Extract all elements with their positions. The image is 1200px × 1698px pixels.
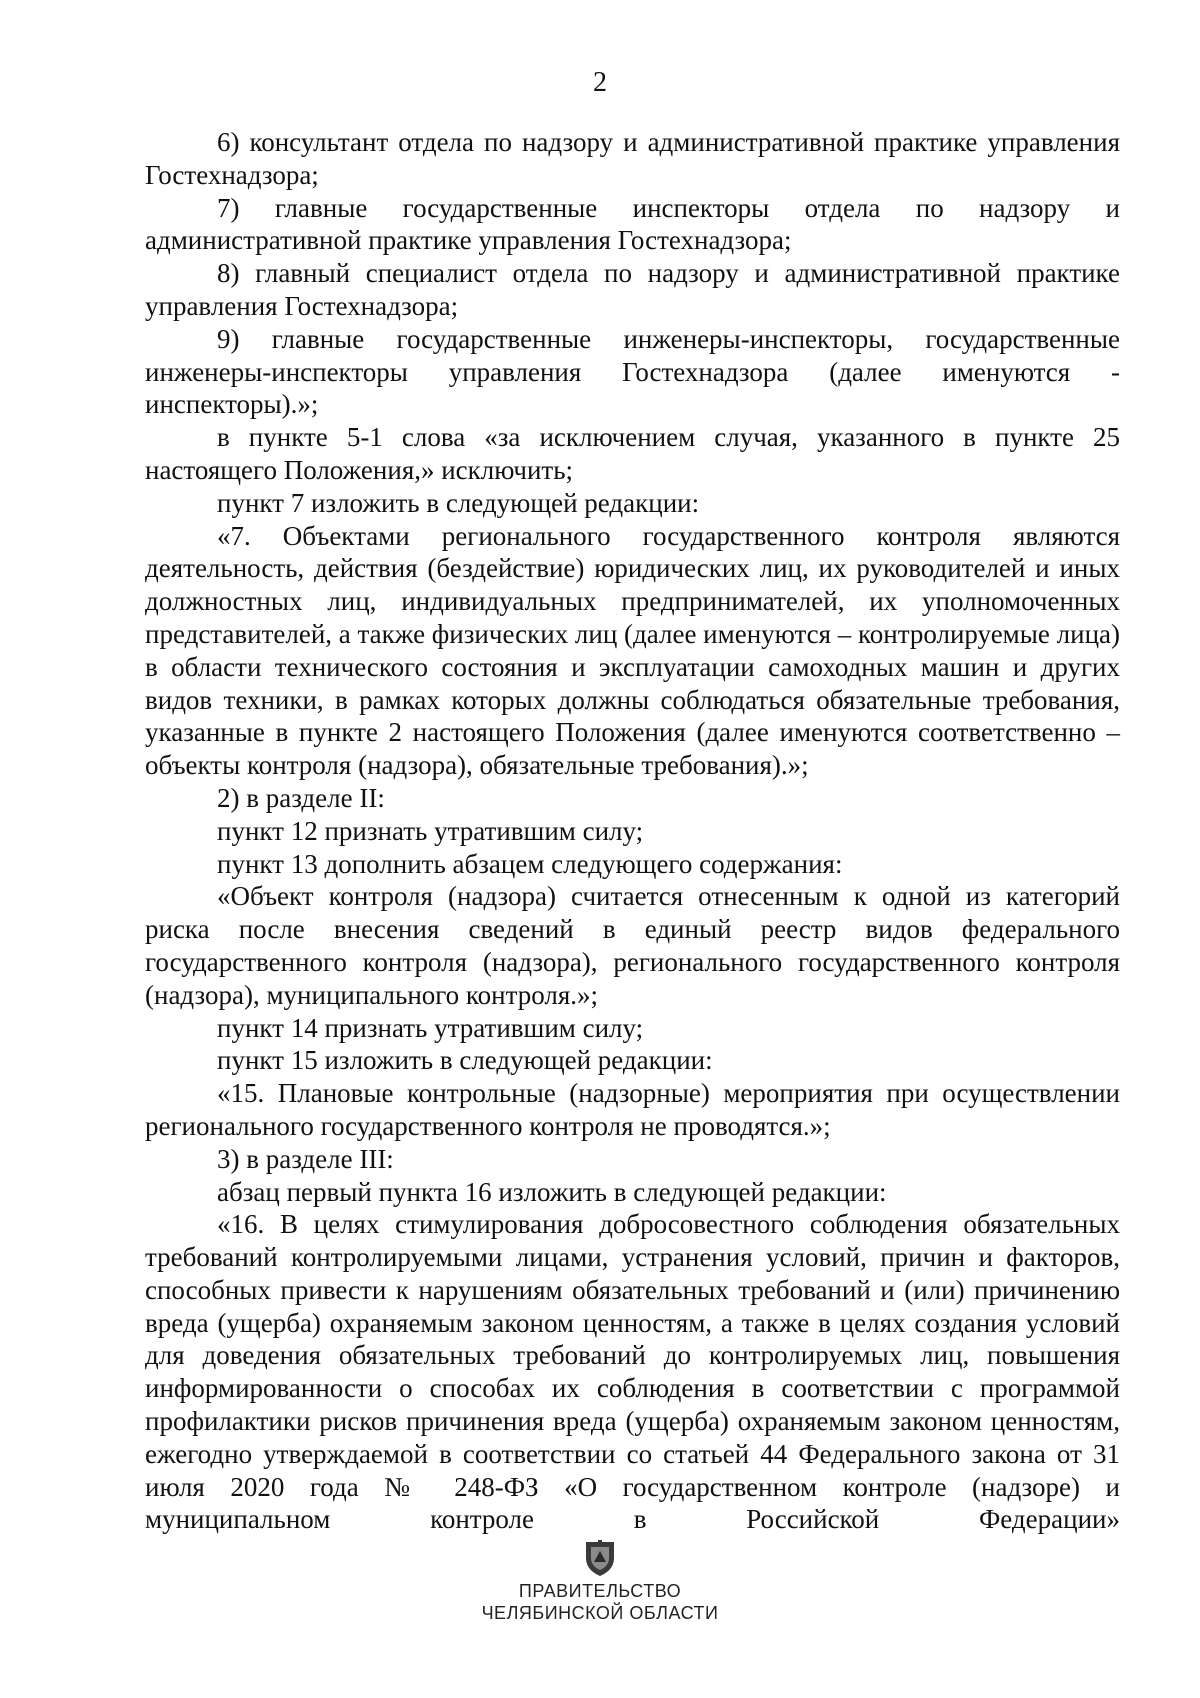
paragraph-item-7: 7) главные государственные инспекторы отдела по надзору и административной практике управления Гостехнадзора; — [145, 192, 1120, 256]
government-seal — [0, 1538, 1200, 1624]
paragraph-point-13-intro: пункт 13 дополнить абзацем следующего содержания: — [217, 848, 843, 879]
paragraph-point-7-intro: пункт 7 изложить в следующей редакции: — [217, 487, 700, 518]
paragraph-point-16-text: «16. В целях стимулирования добросовестного соблюдения обязательных требований контролируемыми лицами, устранения условий, причин и факторов, способных привести к нарушениям обязательных требований и (или) причинению вреда (ущерба) охраняемым законом ценностям, а также в целях создания условий для доведения обязательных требований до контролируемых лиц, повышения информированности о способах их соблюдения в соответствии с программой профилактики рисков причинения вреда (ущерба) охраняемым законом ценностям, ежегодно утверждаемой в соответствии со статьей 44 Федерального закона от 31 июля 2020 года № 248-ФЗ «О государственном контроле (надзоре) и муниципальном контроле в Российской Федерации» — [145, 1209, 1120, 1535]
seal-line-2: ЧЕЛЯБИНСКОЙ ОБЛАСТИ — [481, 1603, 719, 1623]
paragraph-point-16-intro: абзац первый пункта 16 изложить в следующей редакции: — [217, 1176, 887, 1207]
paragraph-item-8: 8) главный специалист отдела по надзору и административной практике управления Гостехнадзора; — [145, 258, 1120, 321]
paragraph-point-5-1: в пункте 5-1 слова «за исключением случая, указанного в пункте 25 настоящего Положения,» исключить; — [145, 422, 1120, 485]
paragraph-section-3: 3) в разделе III: — [217, 1143, 394, 1174]
page-number: 2 — [593, 67, 607, 98]
paragraph-point-15-intro: пункт 15 изложить в следующей редакции: — [217, 1045, 713, 1076]
coat-of-arms-icon — [582, 1538, 618, 1578]
paragraph-section-2: 2) в разделе II: — [217, 782, 385, 813]
document-body — [145, 126, 1120, 1536]
paragraph-item-6: 6) консультант отдела по надзору и административной практике управления Гостехнадзора; — [145, 127, 1120, 190]
seal-line-1: ПРАВИТЕЛЬСТВО — [518, 1581, 682, 1601]
paragraph-item-9: 9) главные государственные инженеры-инспекторы, государственные инженеры-инспекторы управления Гостехнадзора (далее именуются - инспекторы).»; — [145, 323, 1120, 420]
paragraph-point-13-text: «Объект контроля (надзора) считается отнесенным к одной из категорий риска после внесения сведений в единый реестр видов федерального государственного контроля (надзора), регионального государственного контроля (надзора), муниципального контроля.»; — [145, 881, 1120, 1010]
paragraph-point-14: пункт 14 признать утратившим силу; — [217, 1012, 644, 1043]
paragraph-point-15-text: «15. Плановые контрольные (надзорные) мероприятия при осуществлении регионального государственного контроля не проводятся.»; — [145, 1078, 1120, 1141]
paragraph-point-7-text: «7. Объектами регионального государственного контроля являются деятельность, действия (бездействие) юридических лиц, их руководителей и иных должностных лиц, индивидуальных предпринимателей, их уполномоченных представителей, а также физических лиц (далее именуются – контролируемые лица) в области технического состояния и эксплуатации самоходных машин и других видов техники, в рамках которых должны соблюдаться обязательные требования, указанные в пункте 2 настоящего Положения (далее именуются соответственно – объекты контроля (надзора), обязательные требования).»; — [145, 520, 1120, 781]
paragraph-point-12: пункт 12 признать утратившим силу; — [217, 815, 644, 846]
